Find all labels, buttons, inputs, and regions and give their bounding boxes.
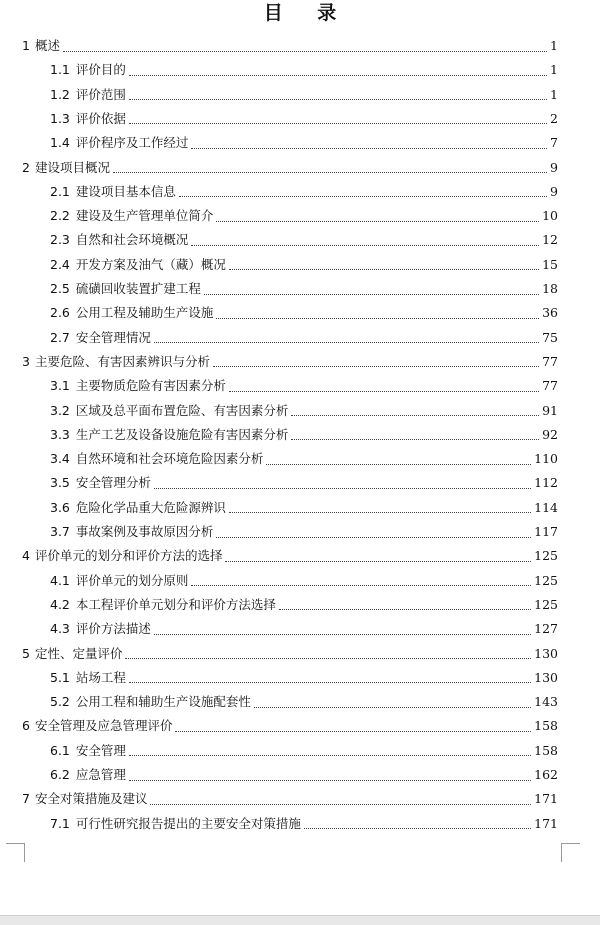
toc-entry-label: 评价范围	[75, 86, 126, 102]
toc-entry-label: 安全管理分析	[75, 475, 151, 491]
toc-entry-label: 生产工艺及设备设施危险有害因素分析	[75, 426, 289, 442]
toc-section-entry[interactable]	[50, 763, 558, 787]
toc-entry-number: 2	[22, 159, 30, 175]
toc-section-entry[interactable]	[50, 204, 558, 228]
toc-entry-number: 3.5	[50, 475, 70, 491]
toc-entry-page-number: 2	[550, 110, 558, 126]
toc-dot-leader	[191, 244, 539, 246]
toc-entry-page-number: 171	[534, 815, 558, 831]
toc-dot-leader	[266, 463, 531, 465]
toc-dot-leader	[304, 827, 531, 829]
toc-dot-leader	[129, 754, 531, 756]
toc-dot-leader	[154, 487, 531, 489]
toc-section-entry[interactable]	[50, 107, 558, 131]
toc-section-entry[interactable]	[50, 520, 558, 544]
toc-section-entry[interactable]	[50, 593, 558, 617]
toc-dot-leader	[225, 560, 531, 562]
toc-section-entry[interactable]	[50, 447, 558, 471]
toc-entry-number: 2.3	[50, 232, 70, 248]
toc-entry-number: 2.2	[50, 208, 70, 224]
toc-entry-number: 3.6	[50, 499, 70, 515]
toc-dot-leader	[229, 268, 539, 270]
toc-entry-number: 5	[22, 645, 30, 661]
toc-entry-page-number: 15	[542, 256, 558, 272]
toc-dot-leader	[191, 584, 531, 586]
toc-entry-label: 站场工程	[75, 669, 126, 685]
toc-entry-label: 硫磺回收装置扩建工程	[75, 281, 201, 296]
toc-dot-leader	[63, 50, 547, 52]
toc-entry-number: 6	[22, 718, 30, 734]
toc-entry-page-number: 91	[542, 402, 558, 418]
toc-entry-page-number: 130	[534, 645, 558, 661]
toc-dot-leader	[179, 195, 547, 197]
toc-entry-label: 主要危险、有害因素辨识与分析	[34, 353, 210, 369]
toc-section-entry[interactable]	[50, 131, 558, 155]
toc-entry-label: 自然和社会环境概况	[75, 232, 189, 248]
toc-entry-page-number: 77	[542, 378, 558, 394]
toc-section-entry[interactable]	[50, 569, 558, 593]
toc-entry-page-number: 77	[542, 353, 558, 369]
toc-dot-leader	[204, 293, 539, 295]
toc-entry-label: 本工程评价单元划分和评价方法选择	[75, 596, 276, 612]
toc-entry-label: 开发方案及油气（藏）概况	[75, 256, 226, 272]
toc-entry-number: 4.1	[50, 572, 70, 588]
toc-entry-label: 主要物质危险有害因素分析	[75, 378, 226, 394]
toc-entry-page-number: 125	[534, 548, 558, 564]
toc-dot-leader	[216, 317, 539, 319]
toc-entry-number: 1	[22, 38, 30, 53]
toc-entry-page-number: 158	[534, 742, 558, 758]
toc-section-entry[interactable]	[50, 301, 558, 325]
toc-dot-leader	[216, 220, 539, 222]
toc-dot-leader	[191, 147, 547, 149]
toc-chapter-entry[interactable]	[22, 544, 558, 568]
toc-chapter-entry[interactable]	[22, 642, 558, 666]
toc-entry-page-number: 125	[534, 596, 558, 612]
toc-entry-number: 3.7	[50, 524, 70, 539]
page-corner-mark-right	[561, 843, 580, 862]
toc-dot-leader	[129, 122, 547, 124]
toc-dot-leader	[229, 390, 539, 392]
toc-entry-label: 建设项目概况	[34, 159, 110, 175]
toc-entry-label: 安全管理情况	[75, 329, 151, 345]
toc-entry-page-number: 117	[534, 524, 558, 539]
toc-entry-page-number: 162	[534, 767, 558, 782]
toc-dot-leader	[154, 633, 531, 635]
toc-entry-label: 公用工程及辅助生产设施	[75, 305, 214, 321]
toc-entry-number: 6.1	[50, 742, 70, 758]
toc-dot-leader	[129, 74, 547, 76]
toc-dot-leader	[291, 414, 539, 416]
toc-entry-label: 安全管理及应急管理评价	[34, 718, 173, 734]
toc-section-entry[interactable]	[50, 399, 558, 423]
toc-entry-number: 3.1	[50, 378, 70, 394]
toc-dot-leader	[113, 171, 547, 173]
toc-entry-label: 评价目的	[75, 62, 126, 78]
toc-entry-label: 评价方法描述	[75, 621, 151, 637]
toc-entry-page-number: 9	[550, 159, 558, 175]
toc-entry-number: 2.4	[50, 256, 70, 272]
toc-chapter-entry[interactable]	[22, 156, 558, 180]
toc-section-entry[interactable]	[50, 739, 558, 763]
toc-entry-number: 1.3	[50, 110, 70, 126]
toc-section-entry[interactable]	[50, 326, 558, 350]
toc-chapter-entry[interactable]	[22, 787, 558, 811]
toc-entry-label: 自然环境和社会环境危险因素分析	[75, 451, 264, 467]
toc-entry-label: 建设及生产管理单位简介	[75, 208, 214, 224]
toc-entry-page-number: 112	[534, 475, 558, 491]
toc-entry-page-number: 75	[542, 329, 558, 345]
toc-entry-number: 1.1	[50, 62, 70, 78]
toc-entry-page-number: 92	[542, 426, 558, 442]
toc-dot-leader	[154, 341, 539, 343]
toc-section-entry[interactable]	[50, 58, 558, 82]
page-corner-mark-left	[6, 843, 25, 862]
toc-section-entry[interactable]	[50, 180, 558, 204]
toc-entry-number: 1.2	[50, 86, 70, 102]
toc-entry-label: 评价程序及工作经过	[75, 135, 189, 151]
toc-entry-page-number: 12	[542, 232, 558, 248]
toc-entry-label: 公用工程和辅助生产设施配套性	[75, 694, 251, 710]
toc-entry-page-number: 7	[550, 135, 558, 151]
toc-entry-number: 6.2	[50, 767, 70, 782]
toc-entry-page-number: 9	[550, 183, 558, 199]
toc-dot-leader	[129, 681, 531, 683]
toc-section-entry[interactable]	[50, 666, 558, 690]
toc-dot-leader	[129, 98, 547, 100]
toc-dot-leader	[291, 438, 539, 440]
toc-entry-number: 2.7	[50, 329, 70, 345]
toc-dot-leader	[213, 365, 539, 367]
toc-dot-leader	[279, 608, 531, 610]
toc-section-entry[interactable]	[50, 812, 558, 836]
page-title: 目 录	[263, 2, 351, 24]
toc-entry-label: 可行性研究报告提出的主要安全对策措施	[75, 815, 301, 831]
toc-entry-page-number: 1	[550, 62, 558, 78]
toc-entry-page-number: 127	[534, 621, 558, 637]
toc-section-entry[interactable]	[50, 83, 558, 107]
toc-entry-number: 1.4	[50, 135, 70, 151]
toc-entry-page-number: 36	[542, 305, 558, 321]
toc-entry-number: 7	[22, 791, 30, 807]
toc-entry-page-number: 18	[542, 281, 558, 296]
toc-entry-number: 5.1	[50, 669, 70, 685]
toc-entry-label: 危险化学品重大危险源辨识	[75, 499, 226, 515]
toc-section-entry[interactable]	[50, 617, 558, 641]
toc-entry-page-number: 125	[534, 572, 558, 588]
toc-dot-leader	[150, 803, 531, 805]
toc-entry-page-number: 114	[534, 499, 558, 515]
toc-entry-page-number: 110	[534, 451, 558, 467]
toc-dot-leader	[254, 706, 531, 708]
toc-section-entry[interactable]	[50, 423, 558, 447]
toc-entry-page-number: 143	[534, 694, 558, 710]
toc-entry-label: 评价依据	[75, 110, 126, 126]
toc-entry-number: 3.2	[50, 402, 70, 418]
toc-entry-number: 5.2	[50, 694, 70, 710]
toc-entry-number: 2.6	[50, 305, 70, 321]
toc-entry-label: 应急管理	[75, 767, 126, 782]
toc-section-entry[interactable]	[50, 253, 558, 277]
toc-section-entry[interactable]	[50, 228, 558, 252]
toc-dot-leader	[125, 657, 531, 659]
toc-dot-leader	[216, 536, 531, 538]
toc-entry-number: 3.3	[50, 426, 70, 442]
toc-entry-label: 概述	[34, 38, 60, 53]
toc-entry-label: 事故案例及事故原因分析	[75, 524, 214, 539]
toc-chapter-entry[interactable]	[22, 714, 558, 738]
toc-entry-label: 评价单元的划分原则	[75, 572, 189, 588]
toc-chapter-entry[interactable]	[22, 34, 558, 58]
toc-entry-label: 建设项目基本信息	[75, 183, 176, 199]
toc-dot-leader	[129, 779, 531, 781]
toc-entry-page-number: 1	[550, 86, 558, 102]
toc-entry-label: 安全对策措施及建议	[34, 791, 148, 807]
toc-entry-page-number: 1	[550, 38, 558, 53]
toc-entry-number: 3	[22, 353, 30, 369]
toc-dot-leader	[229, 511, 531, 513]
toc-entry-label: 区域及总平面布置危险、有害因素分析	[75, 402, 289, 418]
toc-section-entry[interactable]	[50, 374, 558, 398]
toc-entry-number: 3.4	[50, 451, 70, 467]
toc-entry-number: 4.3	[50, 621, 70, 637]
toc-entry-page-number: 10	[542, 208, 558, 224]
toc-section-entry[interactable]	[50, 277, 558, 301]
toc-entry-number: 4	[22, 548, 30, 564]
toc-entry-number: 4.2	[50, 596, 70, 612]
toc-entry-number: 2.5	[50, 281, 70, 296]
toc-section-entry[interactable]	[50, 496, 558, 520]
toc-entry-label: 评价单元的划分和评价方法的选择	[34, 548, 223, 564]
toc-dot-leader	[175, 730, 531, 732]
toc-entry-label: 安全管理	[75, 742, 126, 758]
toc-entry-page-number: 158	[534, 718, 558, 734]
toc-chapter-entry[interactable]	[22, 350, 558, 374]
toc-section-entry[interactable]	[50, 471, 558, 495]
toc-entry-page-number: 130	[534, 669, 558, 685]
toc-section-entry[interactable]	[50, 690, 558, 714]
toc-entry-label: 定性、定量评价	[34, 645, 123, 661]
toc-entry-number: 2.1	[50, 183, 70, 199]
toc-entry-page-number: 171	[534, 791, 558, 807]
toc-entry-number: 7.1	[50, 815, 70, 831]
